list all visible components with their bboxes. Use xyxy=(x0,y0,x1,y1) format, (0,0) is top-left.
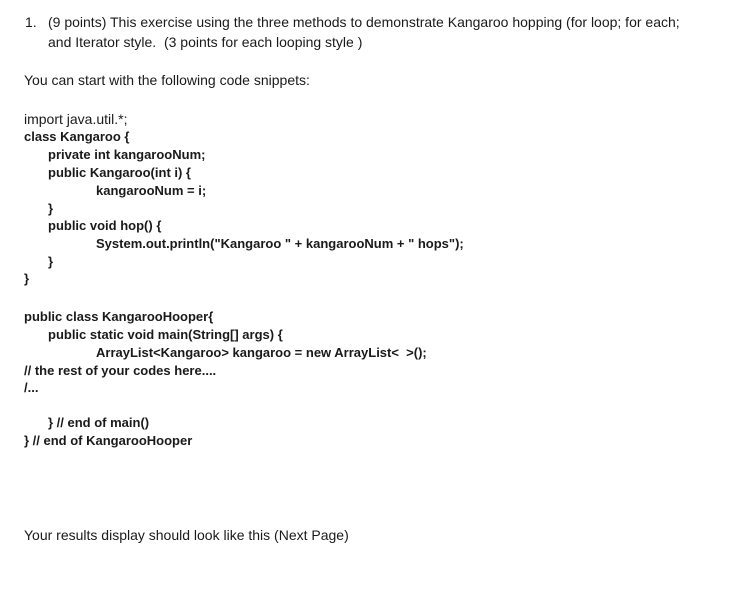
code-field-declaration: private int kangarooNum; xyxy=(48,147,206,162)
code-constructor-close: } xyxy=(48,201,54,216)
code-constructor: public Kangaroo(int i) { xyxy=(48,165,191,180)
question-number: 1. xyxy=(25,14,37,30)
code-main-close: } // end of main() xyxy=(48,415,150,430)
intro-text: You can start with the following code snippets: xyxy=(24,72,310,88)
code-main-method: public static void main(String[] args) { xyxy=(48,327,283,342)
code-comment-rest: // the rest of your codes here.... xyxy=(24,363,217,378)
code-class-hooper: public class KangarooHooper{ xyxy=(24,309,214,324)
code-import: import java.util.*; xyxy=(24,111,128,127)
code-class-kangaroo: class Kangaroo { xyxy=(24,129,130,144)
results-note: Your results display should look like this (Next Page) xyxy=(24,527,349,543)
code-assignment: kangarooNum = i; xyxy=(96,183,207,198)
question-text-line-2: and Iterator style. (3 points for each looping style ) xyxy=(48,34,363,50)
code-hop-method: public void hop() { xyxy=(48,218,162,233)
code-println: System.out.println("Kangaroo " + kangarooNum + " hops"); xyxy=(96,236,464,251)
question-text-line-1: (9 points) This exercise using the three methods to demonstrate Kangaroo hopping (for loop; for each; xyxy=(48,14,680,30)
code-arraylist: ArrayList<Kangaroo> kangaroo = new ArrayList< >(); xyxy=(96,345,427,360)
code-comment-ellipsis: /... xyxy=(24,380,39,395)
code-hooper-close: } // end of KangarooHooper xyxy=(24,433,193,448)
code-class-close: } xyxy=(24,271,30,286)
code-hop-close: } xyxy=(48,254,54,269)
